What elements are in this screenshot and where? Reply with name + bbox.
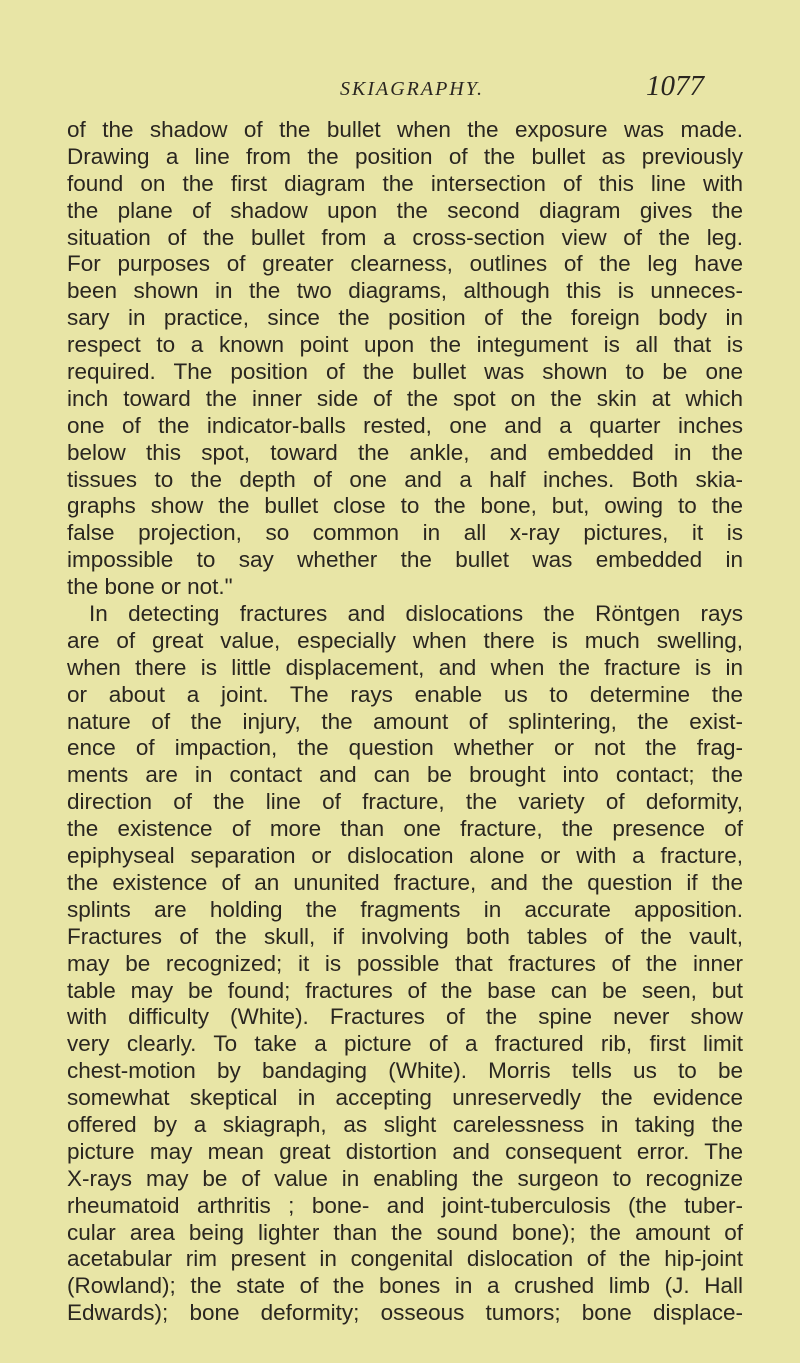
text-line: rheumatoid arthritis ; bone- and joint-tuberculosis (the tuber- [67, 1192, 743, 1218]
text-line: may be recognized; it is possible that fractures of the inner [67, 950, 743, 976]
text-line: found on the first diagram the intersection of this line with [67, 170, 743, 196]
text-line: very clearly. To take a picture of a fractured rib, first limit [67, 1031, 743, 1057]
text-line: are of great value, especially when there is much swelling, [67, 627, 743, 653]
text-line: been shown in the two diagrams, although this is unneces- [67, 278, 743, 304]
text-line: cular area being lighter than the sound bone); the amount of [67, 1219, 743, 1245]
text-line: somewhat skeptical in accepting unreservedly the evidence [67, 1085, 743, 1111]
text-line: inch toward the inner side of the spot on the skin at which [67, 385, 743, 411]
text-line: For purposes of greater clearness, outlines of the leg have [67, 251, 743, 277]
text-line: epiphyseal separation or dislocation alone or with a fracture, [67, 843, 743, 869]
text-line: nature of the injury, the amount of splintering, the exist- [67, 708, 743, 734]
text-line: Drawing a line from the position of the bullet as previously [67, 143, 743, 169]
text-line: (Rowland); the state of the bones in a crushed limb (J. Hall [67, 1273, 743, 1299]
text-line: ments are in contact and can be brought into contact; the [67, 762, 743, 788]
text-line: impossible to say whether the bullet was embedded in [67, 547, 743, 573]
text-line: acetabular rim present in congenital dislocation of the hip-joint [67, 1246, 743, 1272]
text-line: table may be found; fractures of the base can be seen, but [67, 977, 743, 1003]
text-line: required. The position of the bullet was shown to be one [67, 359, 743, 385]
text-line: situation of the bullet from a cross-section view of the leg. [67, 224, 743, 250]
text-line: the existence of more than one fracture, the presence of [67, 816, 743, 842]
text-line: false projection, so common in all x-ray pictures, it is [67, 520, 743, 546]
text-line: Edwards); bone deformity; osseous tumors; bone displace- [67, 1300, 743, 1326]
text-line: or about a joint. The rays enable us to determine the [67, 681, 743, 707]
text-line: graphs show the bullet close to the bone, but, owing to the [67, 493, 743, 519]
text-line: the bone or not." [67, 574, 233, 600]
text-line: the plane of shadow upon the second diagram gives the [67, 197, 743, 223]
text-line: respect to a known point upon the integument is all that is [67, 332, 743, 358]
text-line: the existence of an ununited fracture, and the question if the [67, 869, 743, 895]
text-line: In detecting fractures and dislocations the Röntgen rays [89, 601, 743, 627]
page-header [96, 64, 708, 104]
text-line: chest-motion by bandaging (White). Morris tells us to be [67, 1058, 743, 1084]
text-line: when there is little displacement, and when the fracture is in [67, 654, 743, 680]
text-line: X-rays may be of value in enabling the surgeon to recognize [67, 1165, 743, 1191]
text-line: Fractures of the skull, if involving both tables of the vault, [67, 923, 743, 949]
text-line: picture may mean great distortion and consequent error. The [67, 1138, 743, 1164]
text-line: tissues to the depth of one and a half inches. Both skia- [67, 466, 743, 492]
text-line: offered by a skiagraph, as slight carelessness in taking the [67, 1111, 743, 1137]
text-line: splints are holding the fragments in accurate apposition. [67, 896, 743, 922]
text-line: with difficulty (White). Fractures of the spine never show [67, 1004, 743, 1030]
text-line: direction of the line of fracture, the variety of deformity, [67, 789, 743, 815]
running-title: SKIAGRAPHY. [340, 78, 485, 100]
text-line: below this spot, toward the ankle, and embedded in the [67, 439, 743, 465]
text-line: ence of impaction, the question whether or not the frag- [67, 735, 743, 761]
body-text [67, 117, 743, 1327]
page-number: 1077 [646, 70, 704, 102]
text-line: of the shadow of the bullet when the exposure was made. [67, 117, 743, 142]
text-line: one of the indicator-balls rested, one and a quarter inches [67, 412, 743, 438]
text-line: sary in practice, since the position of the foreign body in [67, 305, 743, 331]
